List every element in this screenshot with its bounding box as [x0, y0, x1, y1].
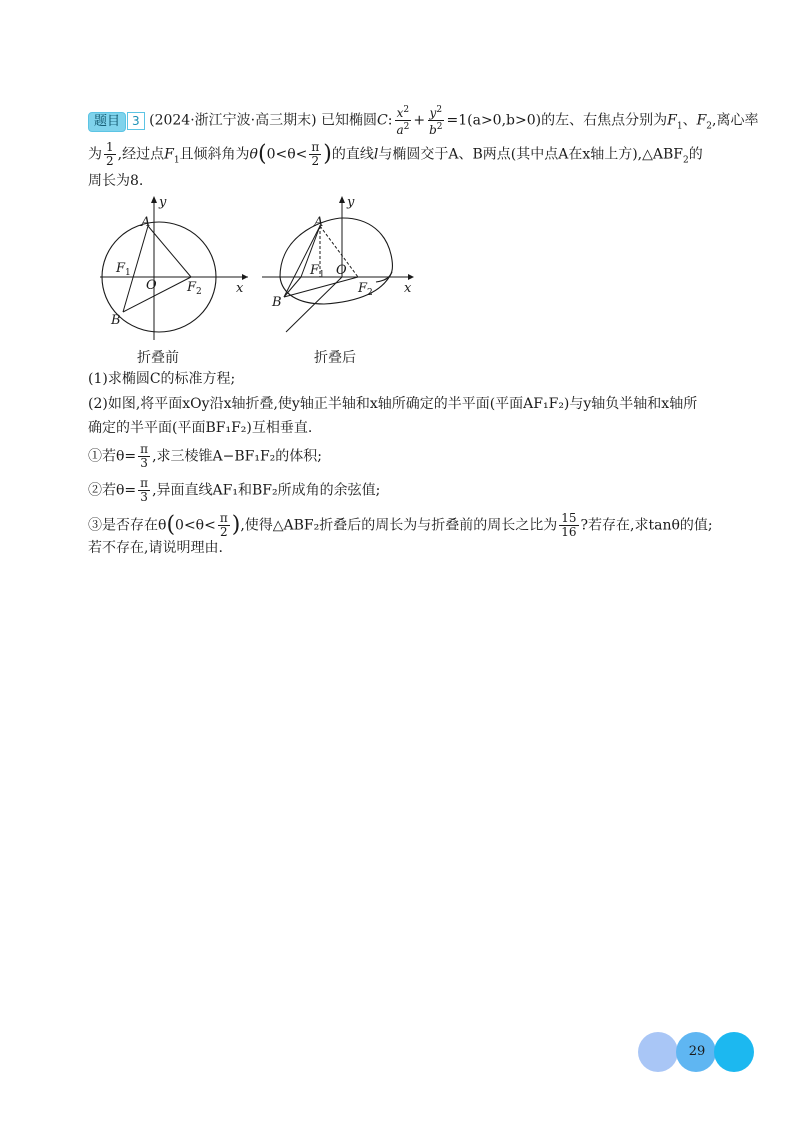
footer-circle-right — [714, 1032, 754, 1072]
problem-number: 3 — [127, 112, 145, 130]
fraction-pi-2: $\frac{\pi}{2}$ — [219, 511, 228, 539]
y-label: y — [159, 195, 167, 210]
equation-tail: =1(a>0,b>0) — [446, 112, 542, 129]
f2-label: F — [187, 280, 197, 295]
caption-after: 折叠后 — [314, 350, 356, 366]
fraction-pi-3: $\frac{\pi}{3}$ — [140, 442, 149, 470]
theta-condition: 0<θ< — [266, 146, 308, 163]
point-B-label: B — [111, 313, 121, 328]
question-1: (1)求椭圆C的标准方程; — [88, 371, 236, 387]
problem-text: 的 — [688, 146, 703, 163]
caption-before: 折叠前 — [137, 350, 179, 366]
y-label: y — [347, 195, 355, 210]
theta-condition: 0<θ< — [175, 517, 216, 534]
problem-line-1: 题目 3 (2024·浙江宁波·高三期末) 已知椭圆C: $\frac{x^2}{a^2}$ + $\frac{y^2}{b^2}$ =1(a>0,b>0)的左、右焦点分别为$F_1$、$F_2$,离心率 — [88, 104, 758, 137]
f2-label: F — [358, 281, 368, 296]
subquestion-text: ②若θ= — [88, 482, 137, 499]
problem-text: 的直线 — [331, 146, 374, 163]
segment-BF2 — [284, 277, 358, 297]
subquestion-2 — [88, 477, 380, 504]
figure-after-fold — [258, 192, 423, 337]
problem-text: 与椭圆交于A、B两点(其中点A在x轴上方),△ABF — [378, 146, 684, 163]
problem-text: 为 — [88, 146, 102, 163]
problem-text: ,离心率 — [712, 112, 759, 129]
f1-label: F — [116, 261, 126, 276]
subquestion-text: ①若θ= — [88, 448, 137, 465]
problem-line-2: 为 $\frac{1}{2}$ ,经过点$F_1$且倾斜角为θ(0<θ< $\frac{\pi}{2}$ )的直线l与椭圆交于A、B两点(其中点A在x轴上方)$,\triangle ABF_2$的 — [88, 140, 703, 168]
subquestion-text: ③是否存在θ — [88, 517, 167, 534]
footer-circle-left — [638, 1032, 678, 1072]
x-axis-arrow-icon — [408, 274, 414, 280]
subquestion-text: ?若存在,求tanθ的值; — [580, 517, 713, 534]
f1-subscript: 1 — [125, 268, 131, 278]
f1-subscript: 1 — [319, 270, 325, 280]
fraction-x2-a2: $\frac{x^2}{a^2}$ — [396, 105, 410, 137]
y-axis-arrow-icon — [151, 196, 157, 203]
fraction-half: $\frac{1}{2}$ — [106, 140, 114, 168]
line-name: l — [373, 146, 379, 163]
problem-text: ,经过点 — [117, 146, 165, 163]
question-2-line-2: 确定的半平面(平面BF₁F₂)互相垂直. — [88, 420, 313, 436]
subquestion-1 — [88, 443, 322, 470]
subquestion-3-line-2: 若不存在,请说明理由. — [88, 540, 223, 556]
focus-f2: F — [696, 112, 707, 129]
f2-subscript: 2 — [196, 287, 202, 297]
point-A-label: A — [314, 215, 324, 230]
x-axis-arrow-icon — [242, 274, 248, 280]
y-axis-arrow-icon — [339, 196, 345, 203]
subquestion-3: ③是否存在θ(0<θ< $\frac{\pi}{2}$ ),使得△ABF₂折叠后的周长为与折叠前的周长之比为 $\frac{15}{16}$ ?若存在,求tanθ的值; — [88, 511, 713, 539]
segment-BF2 — [123, 277, 191, 312]
figure-before-fold — [96, 192, 256, 342]
x-label: x — [404, 281, 412, 296]
fraction-pi-2: $\frac{\pi}{2}$ — [311, 140, 320, 168]
f1-label: F — [310, 263, 320, 278]
problem-tag: 题目 — [88, 112, 126, 132]
problem-text: 已知椭圆 — [321, 112, 378, 129]
fraction-pi-3: $\frac{\pi}{3}$ — [140, 476, 149, 504]
origin-label: O — [336, 263, 347, 278]
segment-AB — [284, 226, 320, 297]
point-A-label: A — [141, 215, 151, 230]
problem-text: 的左、右焦点分别为 — [541, 112, 668, 129]
f2-subscript: 2 — [367, 288, 373, 298]
problem-line-3: 周长为8. — [88, 173, 144, 189]
fraction-y2-b2: $\frac{y^2}{b^2}$ — [429, 105, 443, 137]
problem-source: (2024·浙江宁波·高三期末) — [149, 112, 317, 129]
subquestion-text: ,异面直线AF₁和BF₂所成角的余弦值; — [152, 482, 381, 499]
curve-name: C — [377, 112, 388, 129]
problem-text: 且倾斜角为 — [179, 146, 250, 163]
origin-label: O — [146, 278, 157, 293]
point-B-label: B — [272, 295, 282, 310]
question-2-line-1: (2)如图,将平面xOy沿x轴折叠,使y轴正半轴和x轴所确定的半平面(平面AF₁F₂)与y轴负半轴和x轴所 — [88, 396, 698, 412]
x-label: x — [236, 281, 244, 296]
page-number: 29 — [688, 1044, 706, 1059]
focus-f1: F — [667, 112, 677, 129]
fraction-ratio: $\frac{15}{16}$ — [561, 511, 577, 539]
subquestion-text: ,使得△ABF₂折叠后的周长为与折叠前的周长之比为 — [240, 517, 558, 534]
subquestion-text: ,求三棱锥A−BF₁F₂的体积; — [152, 448, 323, 465]
